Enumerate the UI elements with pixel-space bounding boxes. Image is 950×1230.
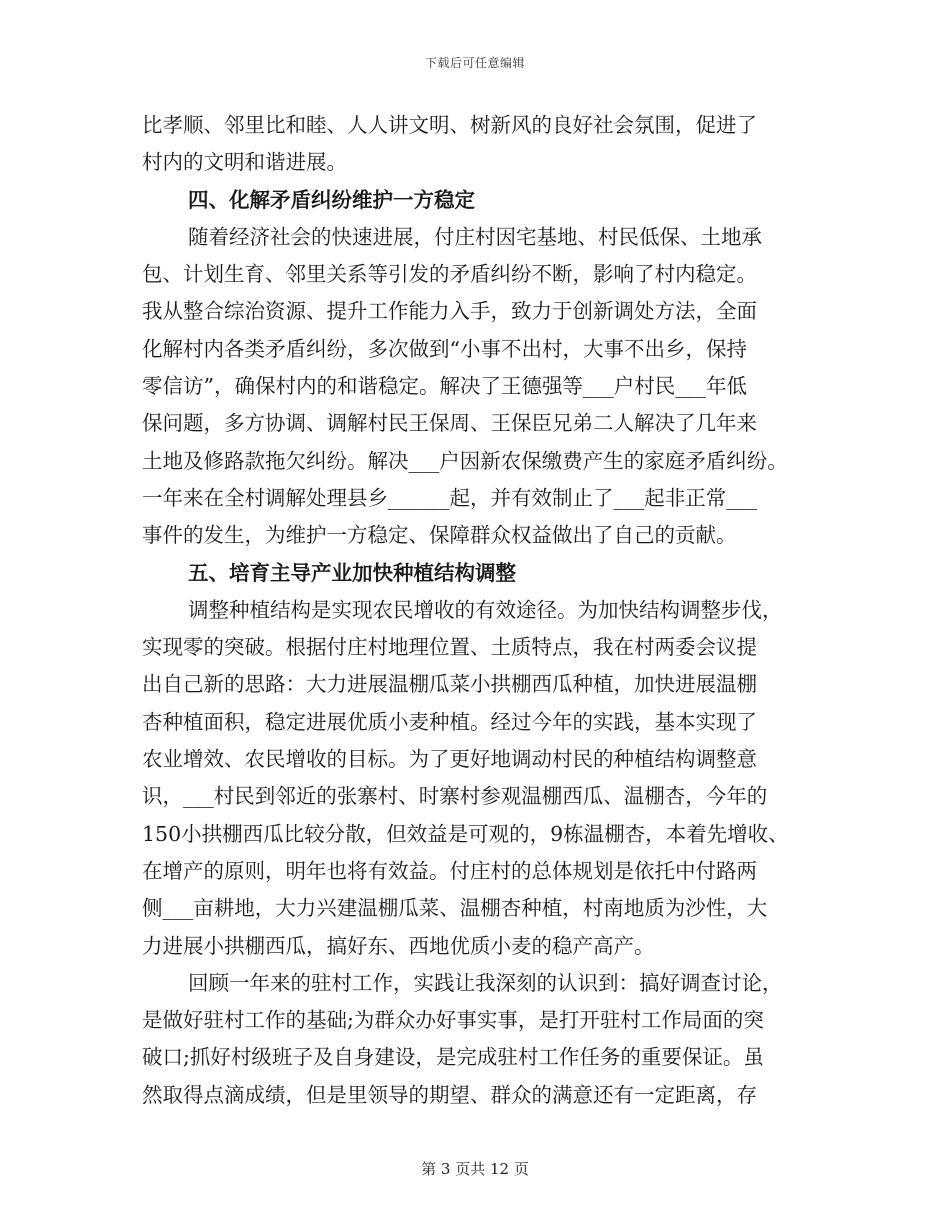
body-text-line: 杏种植面积，稳定进展优质小麦种植。经过今年的实践，基本实现了 — [142, 709, 757, 734]
body-text-line: 一年来在全村调解处理县乡______起，并有效制止了___起非正常___ — [142, 485, 757, 510]
body-text-line: 比孝顺、邻里比和睦、人人讲文明、树新风的良好社会氛围，促进了 — [142, 113, 757, 137]
body-text-line: 力进展小拱棚西瓜，搞好东、西地优质小麦的稳产高产。 — [142, 933, 655, 958]
page-number: 第 3 页共 12 页 — [421, 1160, 529, 1178]
body-text-line: 回顾一年来的驻村工作，实践让我深刻的认识到：搞好调查讨论， — [188, 970, 783, 995]
body-text-line: 150小拱棚西瓜比较分散，但效益是可观的，9栋温棚杏，本着先增收、 — [142, 821, 789, 846]
body-text-line: 农业增效、农民增收的目标。为了更好地调动村民的种植结构调整意 — [142, 747, 757, 772]
body-text-line: 然取得点滴成绩，但是里领导的期望、群众的满意还有一定距离，存 — [142, 1082, 757, 1107]
section-heading: 五、培育主导产业加快种植结构调整 — [188, 560, 516, 585]
body-text-line: 土地及修路款拖欠纠纷。解决___户因新农保缴费产生的家庭矛盾纠纷。 — [142, 448, 788, 473]
header-note: 下载后可任意编辑 — [424, 56, 525, 70]
body-text-line: 实现零的突破。根据付庄村地理位置、土质特点，我在村两委会议提 — [142, 635, 757, 660]
body-text-line: 包、计划生育、邻里关系等引发的矛盾纠纷不断，影响了村内稳定。 — [142, 262, 757, 287]
body-text-line: 村内的文明和谐进展。 — [142, 150, 347, 175]
body-text-line: 是做好驻村工作的基础;为群众办好事实事，是打开驻村工作局面的突 — [142, 1008, 764, 1033]
document-body — [142, 107, 814, 1114]
body-text-line: 在增产的原则，明年也将有效益。付庄村的总体规划是依托中付路两 — [142, 858, 757, 883]
body-text-line: 破口;抓好村级班子及自身建设，是完成驻村工作任务的重要保证。虽 — [142, 1045, 764, 1070]
body-text-line: 侧___亩耕地，大力兴建温棚瓜菜、温棚杏种植，村南地质为沙性，大 — [142, 896, 768, 921]
body-text-line: 识，___村民到邻近的张寨村、时寨村参观温棚西瓜、温棚杏，今年的 — [142, 784, 768, 809]
body-text-line: 零信访”，确保村内的和谐稳定。解决了王德强等___户村民___年低 — [142, 374, 747, 399]
section-heading: 四、化解矛盾纠纷维护一方稳定 — [188, 187, 475, 212]
body-text-line: 我从整合综治资源、提升工作能力入手，致力于创新调处方法，全面 — [142, 299, 757, 324]
body-text-line: 化解村内各类矛盾纠纷，多次做到“小事不出村，大事不出乡，保持 — [142, 336, 747, 361]
body-text-line: 随着经济社会的快速进展，付庄村因宅基地、村民低保、土地承 — [188, 224, 762, 249]
body-text-line: 保问题，多方协调、调解村民王保周、王保臣兄弟二人解决了几年来 — [142, 411, 757, 436]
body-text-line: 出自己新的思路：大力进展温棚瓜菜小拱棚西瓜种植，加快进展温棚 — [142, 672, 757, 697]
body-text-line: 事件的发生，为维护一方稳定、保障群众权益做出了自己的贡献。 — [142, 523, 737, 548]
body-text-line: 调整种植结构是实现农民增收的有效途径。为加快结构调整步伐， — [188, 597, 783, 622]
